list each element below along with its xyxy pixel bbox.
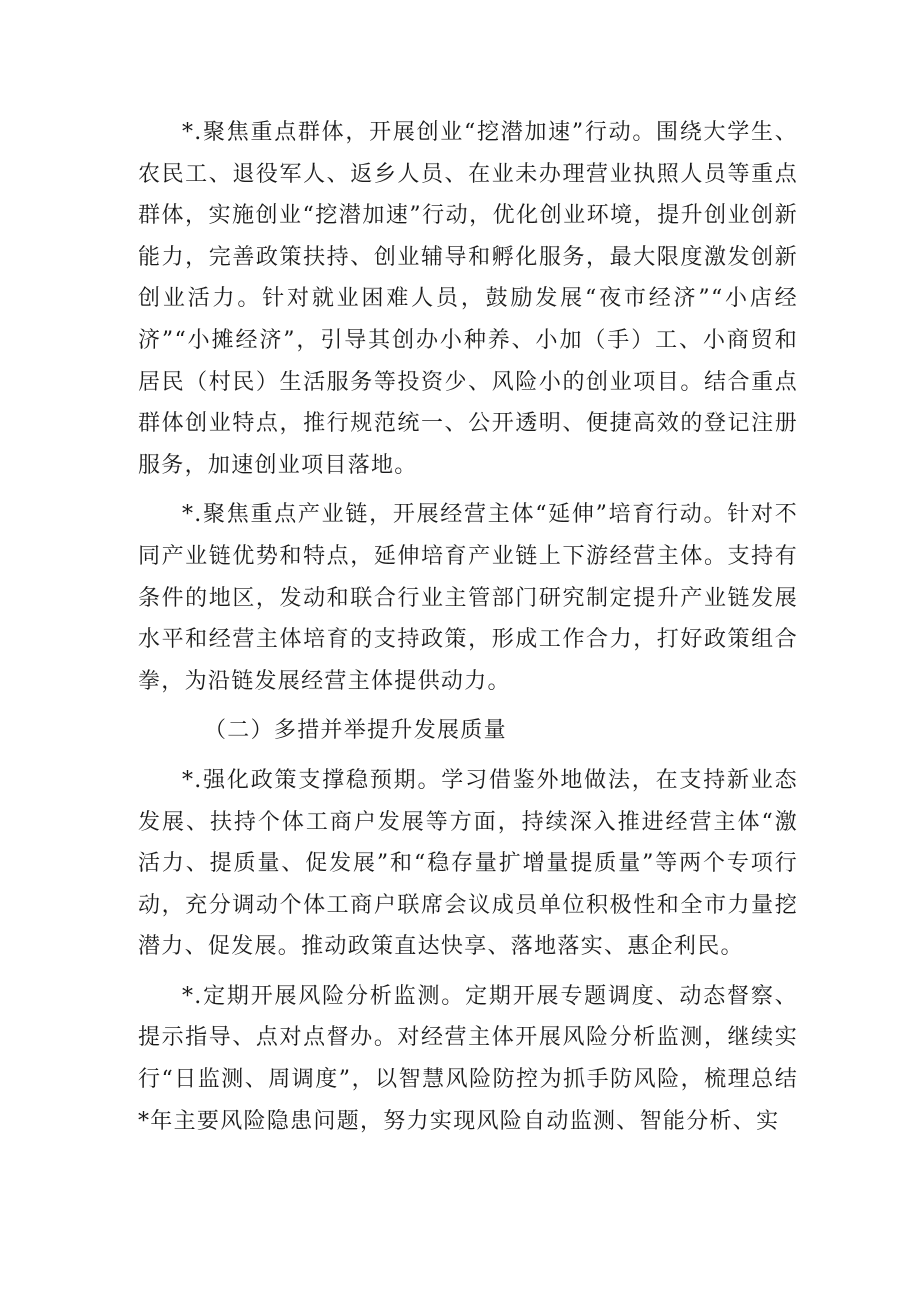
- paragraph-policy-support: *.强化政策支撑稳预期。学习借鉴外地做法，在支持新业态发展、扶持个体工商户发展等方面，持续深入推进经营主体“激活力、提质量、促发展”和“稳存量扩增量提质量”等两个专项行动，充分调动个体工商户联席会议成员单位积极性和全市力量挖潜力、促发展。推动政策直达快享、落地落实、惠企利民。: [138, 767, 798, 960]
- paragraph-risk-monitoring: *.定期开展风险分析监测。定期开展专题调度、动态督察、提示指导、点对点督办。对经营主体开展风险分析监测，继续实行“日监测、周调度”，以智慧风险防控为抓手防风险，梳理总结*年主要风险隐患问题，努力实现风险自动监测、智能分析、实: [138, 983, 798, 1134]
- document-body: [138, 112, 798, 1142]
- paragraph-entrepreneurship-action: *.聚焦重点群体，开展创业“挖潜加速”行动。围绕大学生、农民工、退役军人、返乡人员、在业未办理营业执照人员等重点群体，实施创业“挖潜加速”行动，优化创业环境，提升创业创新能力，完善政策扶持、创业辅导和孵化服务，最大限度激发创新创业活力。针对就业困难人员，鼓励发展“夜市经济”“小店经济”“小摊经济”，引导其创办小种养、小加（手）工、小商贸和居民（村民）生活服务等投资少、风险小的创业项目。结合重点群体创业特点，推行规范统一、公开透明、便捷高效的登记注册服务，加速创业项目落地。: [138, 120, 798, 478]
- section-subheading: （二）多措并举提升发展质量: [204, 718, 507, 744]
- paragraph-industry-chain-action: *.聚焦重点产业链，开展经营主体“延伸”培育行动。针对不同产业链优势和特点，延伸培育产业链上下游经营主体。支持有条件的地区，发动和联合行业主管部门研究制定提升产业链发展水平和经营主体培育的支持政策，形成工作合力，打好政策组合拳，为沿链发展经营主体提供动力。: [138, 502, 798, 694]
